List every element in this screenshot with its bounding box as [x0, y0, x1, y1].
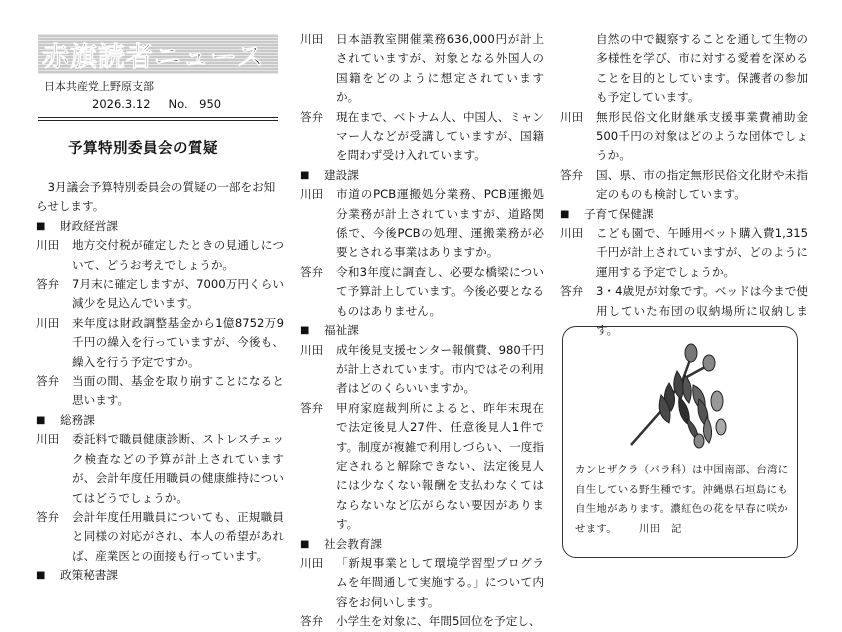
- section-heading-general-affairs: [36, 411, 284, 430]
- speaker-question: 川田: [560, 226, 584, 241]
- qa-item: [300, 554, 544, 612]
- section-heading-welfare: [300, 321, 544, 340]
- column-2: [300, 30, 544, 632]
- section-heading-policy: [36, 566, 284, 585]
- section-label: 政策秘書課: [60, 568, 118, 583]
- speaker-answer: 答弁: [36, 374, 60, 389]
- speaker-answer: 答弁: [560, 284, 584, 299]
- intro-text: 3月議会予算特別委員会の質疑の一部をお知らせします。: [36, 180, 276, 214]
- section-bullet-icon: ■: [36, 414, 46, 426]
- speaker-question: 川田: [300, 187, 324, 202]
- qa-text: 甲府家庭裁判所によると、昨年末現在で法定後見人27件、任意後見人1件です。制度が複雑で利用しづらい、一度指定されると解除できない、法定後見人には少なくない報酬を支払わなくてはならないなど広がらない要因があります。: [336, 400, 544, 532]
- qa-text: 会計年度任用職員についても、正規職員と同様の対応がされ、本人の希望があれば、産業医との面接も行っています。: [72, 509, 284, 563]
- section-label: 建設課: [324, 167, 359, 182]
- qa-text: 日本語教室開催業務636,000円が計上されていますが、対象となる外国人の国籍をどのように想定されていますか。: [336, 32, 544, 105]
- column-1: [36, 178, 284, 586]
- section-label: 社会教育課: [324, 536, 382, 551]
- issue-number: No. 950: [168, 97, 222, 111]
- qa-text: 令和3年度に調査し、必要な橋梁について予算計上しています。今後必要となるものはありません。: [336, 264, 544, 318]
- qa-item: [560, 166, 808, 205]
- speaker-answer: 答弁: [300, 400, 324, 415]
- speaker-question: 川田: [36, 315, 60, 330]
- speaker-answer: 答弁: [300, 614, 324, 629]
- section-bullet-icon: ■: [36, 220, 46, 232]
- caption-author: 川田 記: [638, 522, 682, 535]
- speaker-answer: 答弁: [560, 167, 584, 182]
- speaker-question: 川田: [36, 432, 60, 447]
- qa-item: [300, 30, 544, 108]
- qa-item: [300, 399, 544, 535]
- qa-text: 小学生を対象に、年間5回位を予定し、: [336, 614, 541, 629]
- qa-item: [560, 108, 808, 166]
- section-bullet-icon: ■: [300, 325, 310, 337]
- speaker-question: 川田: [36, 238, 60, 253]
- section-label: 総務課: [60, 412, 95, 427]
- masthead-rule-bottom: [38, 120, 278, 121]
- section-label: 福祉課: [324, 323, 359, 338]
- qa-text: 当面の間、基金を取り崩すことになると思います。: [72, 374, 284, 408]
- section-heading-social-education: [300, 535, 544, 554]
- org-name: 日本共産党上野原支部: [44, 80, 154, 93]
- qa-item: [36, 275, 284, 314]
- issue-dateline: [92, 96, 221, 112]
- qa-item: [300, 263, 544, 321]
- qa-text: 無形民俗文化財継承支援事業費補助金500千円の対象はどのような団体でしょうか。: [596, 109, 808, 163]
- qa-item: [300, 612, 544, 631]
- qa-item: [36, 372, 284, 411]
- qa-text: 現在まで、ベトナム人、中国人、ミャンマー人などが受講していますが、国籍を問わず受け入れています。: [336, 109, 544, 163]
- speaker-answer: 答弁: [36, 509, 60, 524]
- kanhizakura-flower-icon: [621, 337, 731, 455]
- article-headline: 予算特別委員会の質疑: [68, 141, 218, 157]
- speaker-answer: 答弁: [300, 109, 324, 124]
- qa-text: 地方交付税が確定したときの見通しについて、どうお考えでしょうか。: [72, 238, 284, 272]
- section-label: 子育て保健課: [584, 206, 654, 221]
- qa-text: 市道のPCB運搬処分業務、PCB運搬処分業務が計上されていますが、道路関係で、今後PCBの処理、運搬業務が必要とされる事業はありますか。: [336, 187, 544, 260]
- speaker-answer: 答弁: [36, 277, 60, 292]
- speaker-answer: 答弁: [300, 264, 324, 279]
- photo-caption: [575, 461, 789, 539]
- section-bullet-icon: ■: [560, 208, 570, 220]
- qa-item: [36, 508, 284, 566]
- speaker-question: 川田: [300, 555, 324, 570]
- qa-text: 7月末に確定しますが、7000万円くらい減少を見込んでいます。: [72, 277, 284, 311]
- qa-text: 3・4歳児が対象です。ベッドは今まで使用していた布団の収納場所に収納します。: [596, 284, 808, 338]
- caption-text: カンヒザクラ（バラ科）は中国南部、台湾に自生している野生種です。沖縄県石垣島にも自生地があります。濃紅色の花を早春に咲かせます。: [575, 464, 789, 535]
- qa-text: 「新規事業として環境学習型プログラムを年間通して実施する。」について内容をお伺いします。: [336, 555, 544, 609]
- section-label: 財政経営課: [60, 218, 118, 233]
- section-heading-construction: [300, 166, 544, 185]
- qa-text: 来年度は財政調整基金から1億8752万9千円の繰入を行っていますが、今後も、繰入を行う予定ですか。: [72, 315, 284, 369]
- qa-item: [36, 314, 284, 372]
- qa-item: [300, 341, 544, 399]
- qa-item: [36, 430, 284, 508]
- qa-item: [300, 108, 544, 166]
- masthead-rule-top: [38, 117, 278, 118]
- section-heading-childcare: [560, 205, 808, 224]
- qa-text: 国、県、市の指定無形民俗文化財や未指定のものも検討しています。: [596, 167, 808, 202]
- section-heading-finance: [36, 217, 284, 236]
- speaker-question: 川田: [300, 342, 324, 357]
- section-bullet-icon: ■: [300, 169, 310, 181]
- section-bullet-icon: ■: [36, 570, 46, 582]
- photo-box: [562, 326, 798, 558]
- qa-item: [560, 224, 808, 282]
- qa-text: 成年後見支援センター報償費、980千円が計上されています。市内ではその利用者はどのくらいいますか。: [336, 342, 544, 396]
- section-bullet-icon: ■: [300, 538, 310, 550]
- speaker-question: 川田: [560, 109, 584, 124]
- masthead-title: 赤旗読者ニュース: [42, 41, 265, 73]
- qa-text: こども園で、午睡用ベット購入費1,315千円が計上されていますが、どのように運用する予定でしょうか。: [596, 226, 808, 279]
- column-3: [560, 30, 808, 341]
- issue-date: 2026.3.12: [92, 97, 151, 111]
- qa-text: 委託料で職員健康診断、ストレスチェック検査などの予算が計上されていますが、会計年度任用職員の健康維持についてはどうでしょうか。: [72, 432, 284, 505]
- masthead: [38, 34, 278, 74]
- qa-text-continued: 自然の中で観察することを通して生物の多様性を学び、市に対する愛着を深めることを目的としています。保護者の参加も予定しています。: [596, 32, 808, 105]
- speaker-question: 川田: [300, 32, 324, 46]
- qa-item: [36, 236, 284, 275]
- qa-item: [300, 185, 544, 263]
